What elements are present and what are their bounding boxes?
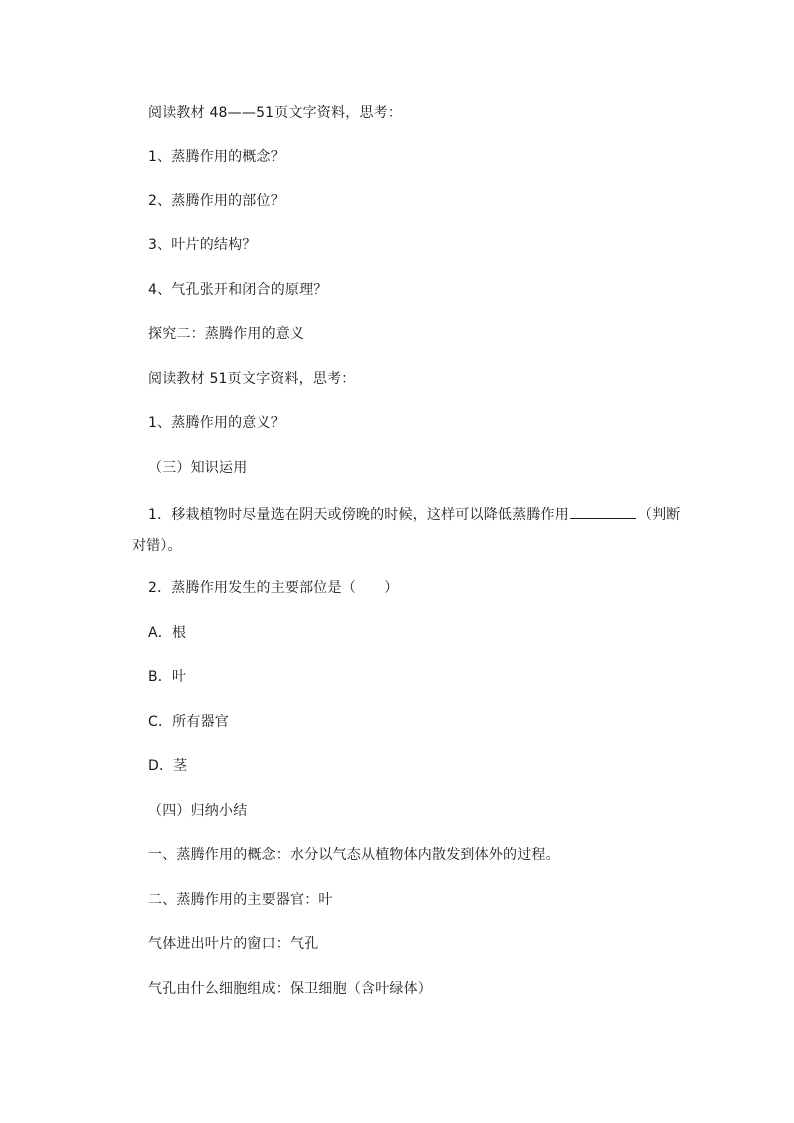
exercise-1-continuation: 对错）。 [132,538,182,554]
section-heading-summary: （四）归纳小结 [148,803,248,819]
reading-instruction-2: 阅读教材 51页文字资料，思考： [148,371,356,387]
section-heading-inquiry-2: 探究二：蒸腾作用的意义 [148,326,305,342]
summary-main-organ: 二、蒸腾作用的主要器官：叶 [148,892,333,908]
question-significance: 1、蒸腾作用的意义？ [148,415,285,431]
question-location: 2、蒸腾作用的部位？ [148,193,285,209]
exercise-1-text: 1．移栽植物时尽量选在阴天或傍晚的时候，这样可以降低蒸腾作用 [148,507,569,523]
exercise-2-stem: 2．蒸腾作用发生的主要部位是（ ） [148,580,399,596]
exercise-1 [148,504,681,525]
summary-gas-window: 气体进出叶片的窗口：气孔 [148,936,319,952]
question-stomata-principle: 4、气孔张开和闭合的原理？ [148,282,328,298]
answer-blank [570,504,636,519]
option-c: C．所有器官 [148,714,229,730]
exercise-1-tail: （判断 [637,507,681,523]
option-d: D．茎 [148,758,188,774]
question-concept: 1、蒸腾作用的概念？ [148,149,285,165]
summary-concept: 一、蒸腾作用的概念：水分以气态从植物体内散发到体外的过程。 [148,847,560,863]
option-b: B．叶 [148,669,187,685]
question-leaf-structure: 3、叶片的结构？ [148,237,257,253]
reading-instruction-1: 阅读教材 48——51页文字资料，思考： [148,105,403,121]
option-a: A．根 [148,625,187,641]
section-heading-application: （三）知识运用 [148,460,248,476]
summary-guard-cells: 气孔由什么细胞组成：保卫细胞（含叶绿体） [148,981,432,997]
